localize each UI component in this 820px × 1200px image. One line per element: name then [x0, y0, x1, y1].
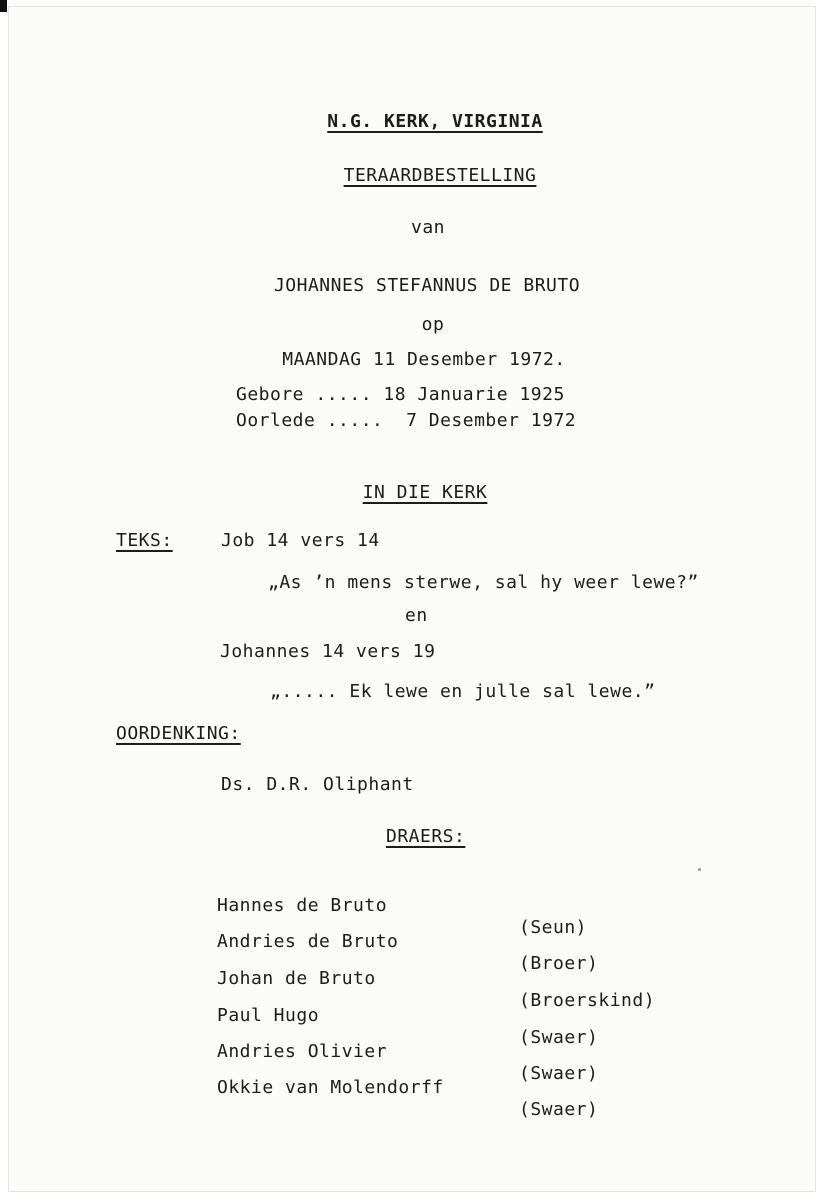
scan-edge-mark	[0, 0, 7, 12]
bearer-relation: (Swaer)	[519, 1099, 599, 1120]
bearer-name: Andries de Bruto	[217, 931, 399, 952]
bearer-name: Johan de Bruto	[217, 968, 376, 989]
teks-quote-job: „As ’n mens sterwe, sal hy weer lewe?”	[268, 572, 699, 593]
church-title: N.G. KERK, VIRGINIA	[327, 111, 543, 132]
section-in-die-kerk: IN DIE KERK	[362, 482, 488, 503]
paper-sheet	[8, 6, 816, 1192]
deceased-name: JOHANNES STEFANNUS DE BRUTO	[273, 275, 581, 296]
draers-label: DRAERS:	[386, 826, 466, 847]
teks-label: TEKS:	[116, 530, 173, 551]
oordenking-label: OORDENKING:	[116, 723, 241, 744]
op-text: op	[421, 314, 445, 335]
bearer-relation: (Swaer)	[519, 1027, 599, 1048]
born-label: Gebore	[236, 384, 305, 405]
bearer-name: Andries Olivier	[217, 1041, 388, 1062]
bearer-relation: (Seun)	[519, 917, 588, 938]
minister-name: Ds. D.R. Oliphant	[221, 774, 414, 795]
teks-ref-johannes: Johannes 14 vers 19	[220, 641, 436, 662]
van-text: van	[410, 217, 446, 238]
born-date: 18 Januarie 1925	[383, 384, 565, 405]
born-line	[236, 384, 565, 406]
service-date: MAANDAG 11 Desember 1972.	[282, 349, 566, 370]
died-date: 7 Desember 1972	[406, 410, 577, 431]
bearer-name: Paul Hugo	[217, 1005, 320, 1026]
born-leader: .....	[315, 384, 373, 405]
died-leader: .....	[326, 410, 384, 431]
bearer-relation: (Broer)	[519, 953, 599, 974]
bearer-relation: (Broerskind)	[519, 990, 656, 1011]
died-line	[236, 410, 576, 432]
bearer-relation: (Swaer)	[519, 1063, 599, 1084]
teks-ref-job: Job 14 vers 14	[221, 530, 380, 551]
bearer-name: Hannes de Bruto	[217, 895, 388, 916]
table-row	[217, 1055, 599, 1143]
service-title: TERAARDBESTELLING	[343, 165, 537, 186]
teks-quote-johannes: „..... Ek lewe en julle sal lewe.”	[270, 681, 656, 702]
paper-speck	[698, 868, 701, 871]
teks-en: en	[405, 605, 428, 626]
died-label: Oorlede	[236, 410, 316, 431]
bearer-name: Okkie van Molendorff	[217, 1077, 444, 1098]
